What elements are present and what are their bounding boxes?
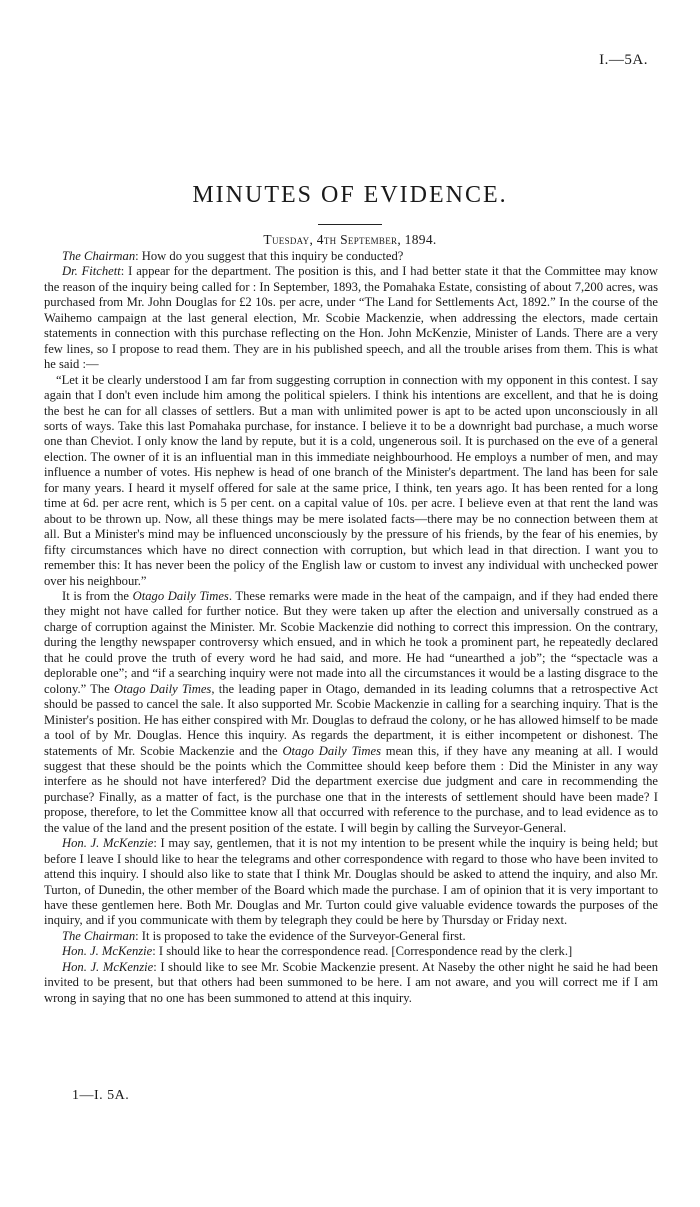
page-identifier: I.—5A. (599, 52, 648, 68)
paragraph (44, 264, 658, 372)
paragraph-text: mean this, if they have any meaning at all. I would suggest that these should be the points which the Committee should keep before them : Did the Minister in any way interfere as he should not have interfered? Did the department exercise due judgment and care in recommending the purchase? Finally, as a matter of fact, is the purchase one that in the interests of settlement should have been made? I propose, therefore, to let the Committee know all that occurred with reference to the purchase, and to lead evidence as to the value of the land and the present position of the estate. I will begin by calling the Surveyor-General. (44, 743, 658, 835)
evidence-body (44, 249, 658, 1006)
newspaper-name: Otago Daily Times (114, 681, 212, 696)
document-title: MINUTES OF EVIDENCE. (192, 182, 508, 208)
paragraph (44, 929, 658, 944)
session-date: Tuesday, 4th September, 1894. (263, 232, 437, 247)
page-footer-signature: 1—I. 5A. (72, 1088, 130, 1103)
paragraph (44, 944, 658, 959)
paragraph-text: : It is proposed to take the evidence of the Surveyor-General first. (135, 928, 466, 943)
paragraph (44, 249, 658, 264)
newspaper-name: Otago Daily Times (282, 743, 381, 758)
paragraph-text: . These remarks were made in the heat of the campaign, and if they had ended there they might not have called for further notice. But they were taken up after the election and universally construed as a charge of corruption against the Minister. Mr. Scobie Mackenzie did nothing to correct this impression. On the contrary, during the lengthy newspaper controversy which ensued, and in which he took a prominent part, he repeatedly declared that he could prove the truth of every word he had said, and more. He had “unearthed a job”; the “spectacle was a deplorable one”; and “if a searching inquiry were not made into all the circumstances it would be a lasting disgrace to the colony.” The (44, 588, 658, 696)
paragraph-text: “Let it be clearly understood I am far from suggesting corruption in connection with my opponent in this contest. I say again that I don't even include him among the political spielers. I think his intentions are excellent, and that he is doing the best he can for all classes of settlers. But a man with unlimited power is apt to be acted upon unconsciously in all sorts of ways. Take this last Pomahaka purchase, for instance. I believe it to be a downright bad purchase, a much worse one than Cheviot. I only know the land by repute, but it is a cold, ungenerous soil. It is purchased on the eve of a general election. The owner of it is an influential man in this immediate neighbourhood. He employs a number of men, and may influence a number of votes. His nephew is head of one branch of the Minister's department. The land has been for sale for many years. I heard it myself offered for sale at the same price, I think, ten years ago. It has been rented for a long time at 6d. per acre rent, which is 5 per cent. on a capital value of 10s. per acre. I believe even at that rent the land was about to be thrown up. Now, all these things may be mere isolated facts—there may be no connection between them at all. But a Minister's mind may be influenced unconsciously by the pressure of his friends, by the fear of his enemies, by fifty circumstances which have no direct connection with corruption, but which lead in that direction. I want you to remember this: It has never been the policy of the English law or custom to invest any individual with unchecked power over his neighbour.” (44, 372, 658, 588)
paragraph-text: : I should like to see Mr. Scobie Mackenzie present. At Naseby the other night he said he had been invited to be present, but that others had been summoned to be here. I am not aware, and you will correct me if I am wrong in saying that no one has been summoned to attend at this inquiry. (44, 959, 658, 1005)
speaker-name: The Chairman (62, 249, 136, 263)
speaker-name: Dr. Fitchett (62, 264, 121, 279)
title-divider (318, 224, 382, 225)
paragraph (44, 960, 658, 1006)
paragraph-text: : I may say, gentlemen, that it is not my intention to be present while the inquiry is being held; but before I leave I should like to hear the telegrams and other correspondence with regard to those who have been invited to attend this inquiry. I should also like to state that I think Mr. Douglas should be asked to attend the inquiry, and also Mr. Turton, of Dunedin, the other member of the Board which made the purchase. I am of opinion that it is very important to have these gentlemen here. Both Mr. Douglas and Mr. Turton could give valuable evidence towards the purposes of the inquiry, and if you communicate with them by telegraph they could be here by Thursday or Friday next. (44, 836, 658, 928)
speaker-name: Hon. J. McKenzie (62, 944, 153, 959)
paragraph-text: It is from the (62, 588, 133, 603)
speaker-name: Hon. J. McKenzie (62, 959, 154, 974)
speaker-name: The Chairman (62, 928, 136, 943)
paragraph (44, 836, 658, 929)
quoted-speech (44, 373, 658, 589)
paragraph-text: : I should like to hear the correspondence read. [Correspondence read by the clerk.] (152, 944, 573, 959)
newspaper-name: Otago Daily Times (132, 588, 229, 603)
paragraph (44, 589, 658, 836)
speaker-name: Hon. J. McKenzie (62, 836, 154, 851)
paragraph-text: : I appear for the department. The position is this, and I had better state it that the Committee may know the reason of the inquiry being called for : In September, 1893, the Pomahaka Estate, consisting of about 7,200 acres, was purchased from Mr. John Douglas for £2 10s. per acre, under “The Land for Settlements Act, 1892.” In the course of the Waihemo campaign at the last general election, Mr. Scobie Mackenzie, when addressing the electors, made certain statements in connection with this purchase reflecting on the Hon. John McKenzie, Minister of Lands. There are a very few lines, so I propose to read them. They are in his published speech, and all the trouble arises from them. This is what he said :— (44, 264, 658, 372)
paragraph-text: : How do you suggest that this inquiry be conducted? (135, 249, 404, 263)
paragraph-text: , the leading paper in Otago, demanded in its leading columns that a retrospective Act should be passed to cancel the sale. It also supported Mr. Scobie Mackenzie in calling for a searching inquiry. That is the Minister's position. He has either conspired with Mr. Douglas to defraud the colony, or he has allowed himself to be made a tool of by Mr. Douglas. Hence this inquiry. As regards the department, it is either incompetent or dishonest. The statements of Mr. Scobie Mackenzie and the (44, 681, 658, 758)
